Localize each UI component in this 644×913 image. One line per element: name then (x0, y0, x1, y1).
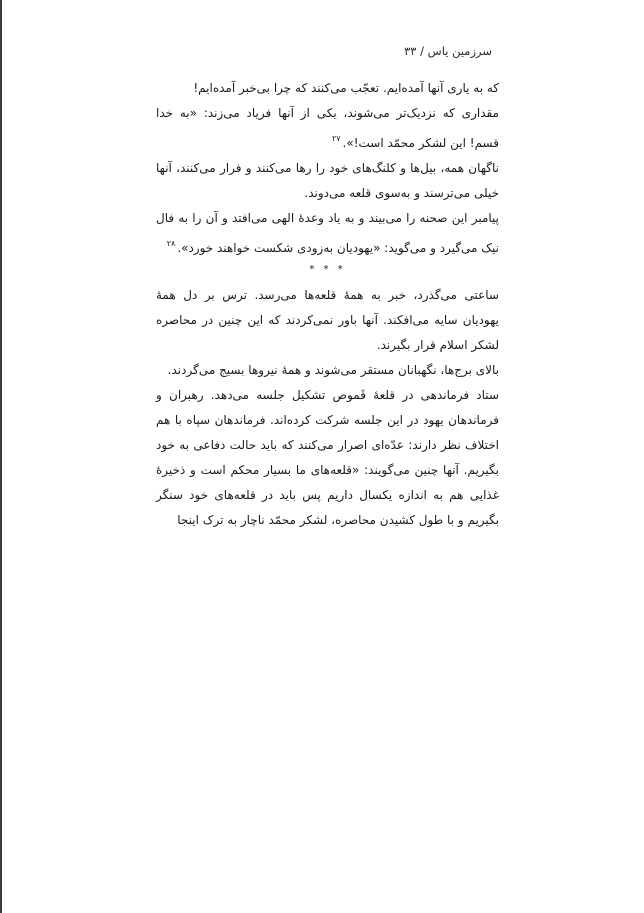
footnote-marker: ۲۷ (331, 134, 341, 143)
page-edge (0, 0, 2, 913)
running-header: سرزمین یاس / ۳۳ (404, 44, 492, 58)
paragraph-1: که به یاری آنها آمده‌ایم. تعجّب می‌کنند که چرا بی‌خبر آمده‌ایم! (193, 81, 499, 95)
page-body (156, 76, 499, 533)
paragraph-6: بالای برج‌ها، نگهبانان مستقر می‌شوند و همۀ نیروها بسیج می‌گردند. (167, 363, 499, 377)
section-break: * * * (309, 264, 346, 275)
paragraph-2: مقداری که نزدیک‌تر می‌شوند، یکی از آنها فریاد می‌زند: «به خدا قسم! این لشکر محمّد است!».$^{۲۷}$ (156, 106, 499, 150)
paragraph-3: ناگهان همه، بیل‌ها و کلنگ‌های خود را رها می‌کنند و فرار می‌کنند، آنها خیلی می‌ترسند و بەسوی قلعه می‌دوند. (156, 161, 499, 200)
footnote-marker: ۲۸ (166, 239, 176, 248)
paragraph-5: ساعتی می‌گذرد، خبر به همۀ قلعه‌ها می‌رسد. ترس بر دل همۀ یهودیان سایه می‌افکند. آنها باور نمی‌کردند که این چنین در محاصره لشکر اسلام قرار بگیرند. (156, 288, 499, 352)
paragraph-4: پیامبر این صحنه را می‌بیند و به یاد وعدۀ الهی می‌افتد و آن را به فال نیک می‌گیرد و می‌گوید: «یهودیان به‌زودی شکست خواهند خورد».$^{۲۸}$ (156, 211, 499, 255)
paragraph-7: ستاد فرماندهی در قلعۀ قَموص تشکیل جلسه می‌دهد. رهبران و فرماندهان یهود در این جلسه شرکت کرده‌اند. فرماندهان سپاه با هم اختلاف نظر دارند: عدّه‌ای اصرار می‌کنند که باید حالت دفاعی به خود بگیریم. آنها چنین می‌گویند: «قلعه‌های ما بسیار محکم است و ذخیرۀ غذایی هم به اندازه یکسال داریم پس باید در قلعه‌های خود سنگر بگیریم و با طول کشیدن محاصره، لشکر محمّد ناچار به ترک اینجا (156, 388, 499, 527)
